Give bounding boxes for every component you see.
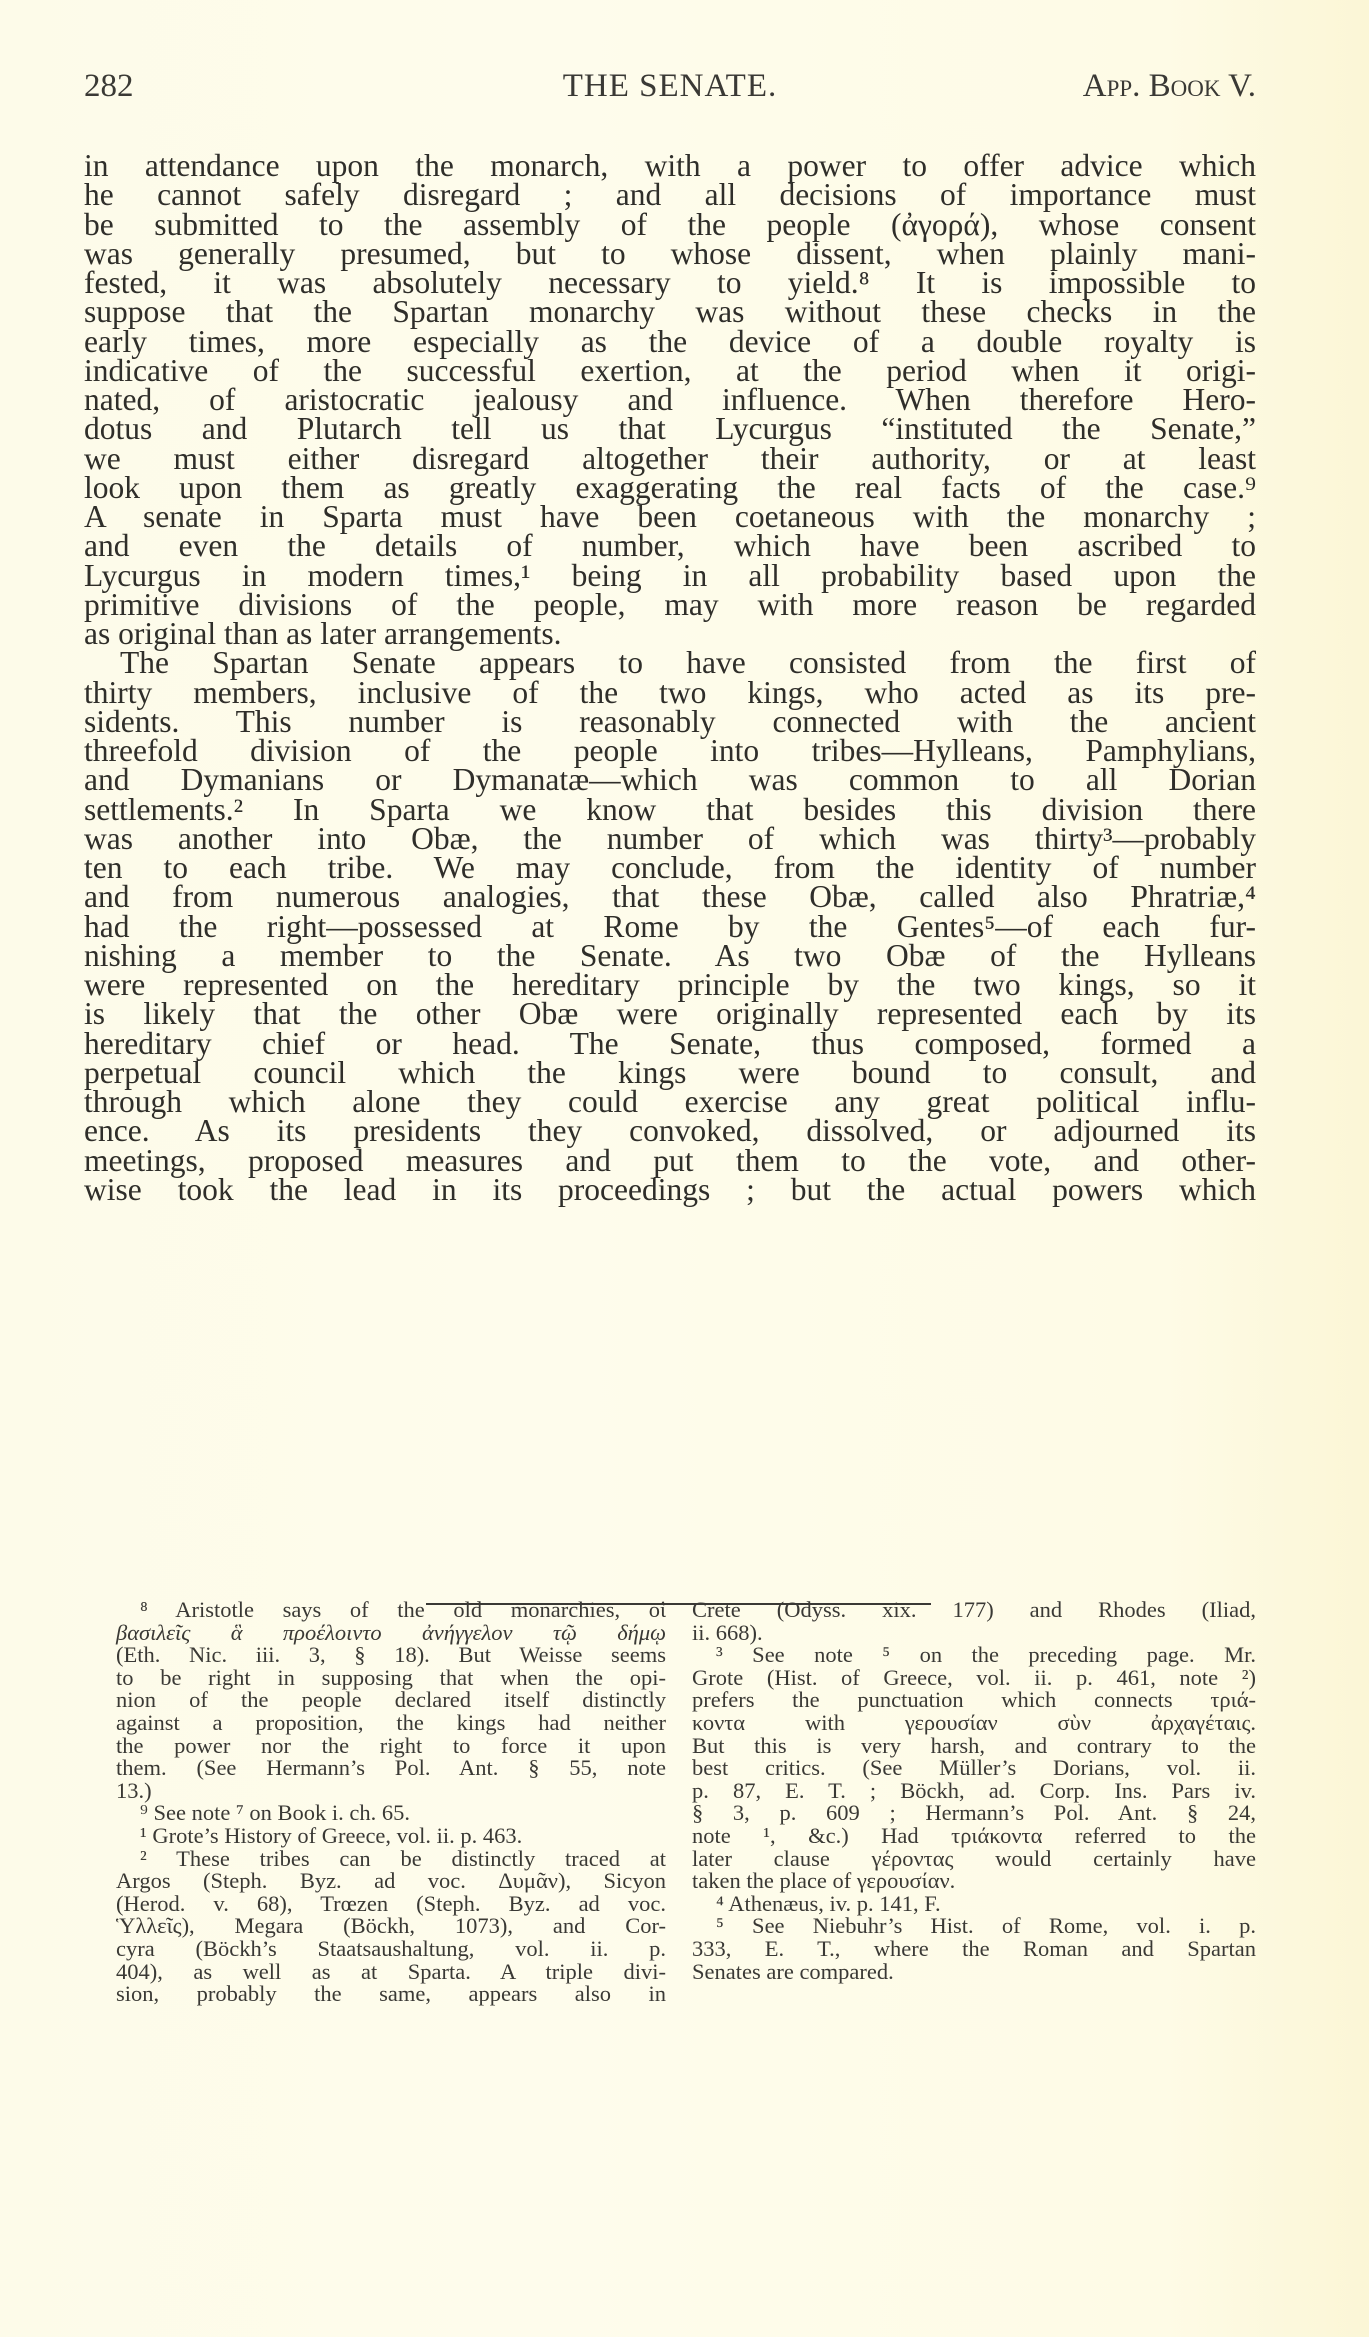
- footnotes-right-column: [692, 1599, 1256, 1983]
- footnote-line: 13.): [116, 1777, 152, 1803]
- text-line: settlements.² In Sparta we know that besides this division there: [84, 791, 1256, 827]
- text-line: early times, more especially as the device of a double royalty is: [84, 323, 1256, 359]
- text-line: look upon them as greatly exaggerating the real facts of the case.⁹: [84, 469, 1256, 505]
- text-line: was another into Obæ, the number of which was thirty³—probably: [84, 820, 1256, 856]
- footnote-line: Ὑλλεῖς), Megara (Böckh, 1073), and Cor-: [116, 1913, 666, 1939]
- footnote-line: Grote (Hist. of Greece, vol. ii. p. 461, note ²): [692, 1664, 1256, 1690]
- text-line: is likely that the other Obæ were originally represented each by its: [84, 996, 1256, 1032]
- running-title: THE SENATE.: [562, 68, 778, 104]
- footnote-line: sion, probably the same, appears also in: [116, 1981, 666, 2007]
- footnote-line: 333, E. T., where the Roman and Spartan: [692, 1935, 1256, 1961]
- footnote-line: Crete (Odyss. xix. 177) and Rhodes (Iliad,: [692, 1597, 1256, 1622]
- footnote-line: ¹ Grote’s History of Greece, vol. ii. p. 463.: [140, 1822, 523, 1848]
- text-line: A senate in Sparta must have been coetaneous with the monarchy ;: [84, 499, 1256, 534]
- footnote-line: later clause γέροντας would certainly have: [692, 1845, 1256, 1871]
- text-line: threefold division of the people into tribes—Hylleans, Pamphylians,: [84, 733, 1256, 768]
- footnote-line: taken the place of γερουσίαν.: [692, 1868, 956, 1894]
- text-line: and from numerous analogies, that these Obæ, called also Phratriæ,⁴: [84, 879, 1256, 915]
- text-line: dotus and Plutarch tell us that Lycurgus “instituted the Senate,”: [84, 411, 1256, 447]
- text-line: and even the details of number, which have been ascribed to: [84, 528, 1256, 564]
- text-line: sidents. This number is reasonably connected with the ancient: [84, 703, 1256, 739]
- footnote-line: ⁴ Athenæus, iv. p. 141, F.: [716, 1890, 941, 1916]
- footnote-line: ⁸ Aristotle says of the old monarchies, οἱ: [140, 1597, 666, 1622]
- footnote-line: the power nor the right to force it upon: [116, 1732, 666, 1758]
- text-line: be submitted to the assembly of the people (ἀγορά), whose consent: [84, 206, 1256, 242]
- text-line: he cannot safely disregard ; and all decisions of importance must: [84, 177, 1256, 213]
- text-line: thirty members, inclusive of the two kings, who acted as its pre-: [84, 674, 1256, 710]
- text-line: had the right—possessed at Rome by the Gentes⁵—of each fur-: [84, 908, 1256, 944]
- text-line: ence. As its presidents they convoked, dissolved, or adjourned its: [84, 1113, 1256, 1149]
- footnote-line: Senates are compared.: [692, 1958, 894, 1984]
- text-line: nated, of aristocratic jealousy and influence. When therefore Hero-: [84, 382, 1256, 417]
- running-header: [84, 66, 1256, 106]
- text-line: indicative of the successful exertion, at the period when it origi-: [84, 352, 1256, 388]
- footnote-line: p. 87, E. T. ; Böckh, ad. Corp. Ins. Pars iv.: [692, 1777, 1256, 1803]
- text-line: as original than as later arrangements.: [84, 616, 562, 651]
- footnote-line: best critics. (See Müller’s Dorians, vol. ii.: [692, 1755, 1256, 1781]
- footnote-line: to be right in supposing that when the opi-: [116, 1664, 666, 1690]
- text-line: wise took the lead in its proceedings ; but the actual powers which: [84, 1171, 1256, 1207]
- text-line: we must either disregard altogether their authority, or at least: [84, 440, 1256, 476]
- text-line: meetings, proposed measures and put them to the vote, and other-: [84, 1142, 1256, 1178]
- footnote-line: ³ See note ⁵ on the preceding page. Mr.: [716, 1642, 1256, 1668]
- main-text: [84, 148, 1256, 1207]
- text-line: hereditary chief or head. The Senate, thus composed, formed a: [84, 1025, 1256, 1061]
- footnote-line: cyra (Böckh’s Staatsaushaltung, vol. ii. p.: [116, 1935, 666, 1961]
- footnote-line: them. (See Hermann’s Pol. Ant. § 55, note: [116, 1755, 666, 1781]
- text-line: suppose that the Spartan monarchy was without these checks in the: [84, 294, 1256, 330]
- footnote-line: Argos (Steph. Byz. ad voc. Δυμᾶν), Sicyon: [116, 1868, 666, 1894]
- footnote-line: κοντα with γερουσίαν σὺν ἀρχαγέταις.: [692, 1709, 1256, 1735]
- footnote-line: ⁵ See Niebuhr’s Hist. of Rome, vol. i. p.: [716, 1913, 1256, 1939]
- footnote-line: ii. 668).: [692, 1619, 763, 1645]
- text-line: in attendance upon the monarch, with a power to offer advice which: [84, 148, 1256, 183]
- footnote-line: nion of the people declared itself distinctly: [116, 1687, 666, 1713]
- text-line: fested, it was absolutely necessary to yield.⁸ It is impossible to: [84, 265, 1256, 300]
- section-label: App. Book V.: [1082, 68, 1256, 104]
- text-line: through which alone they could exercise any great political influ-: [84, 1084, 1256, 1119]
- text-line: were represented on the hereditary principle by the two kings, so it: [84, 967, 1256, 1002]
- text-line: ten to each tribe. We may conclude, from the identity of number: [84, 850, 1256, 885]
- footnote-line: against a proposition, the kings had neither: [116, 1709, 666, 1735]
- footnote-line: ² These tribes can be distinctly traced at: [140, 1845, 666, 1871]
- text-line: nishing a member to the Senate. As two Obæ of the Hylleans: [84, 937, 1256, 973]
- text-line: was generally presumed, but to whose dissent, when plainly mani-: [84, 235, 1256, 271]
- text-line: perpetual council which the kings were bound to consult, and: [84, 1054, 1256, 1090]
- footnote-line: (Herod. v. 68), Trœzen (Steph. Byz. ad voc.: [116, 1890, 666, 1916]
- page-number: 282: [84, 68, 134, 104]
- footnote-line: ⁹ See note ⁷ on Book i. ch. 65.: [140, 1800, 411, 1826]
- footnote-line: note ¹, &c.) Had τριάκοντα referred to the: [692, 1822, 1256, 1848]
- footnotes-left-column: [116, 1599, 666, 2006]
- footnote-line: prefers the punctuation which connects τριά-: [692, 1687, 1256, 1713]
- paragraph-start-line: The Spartan Senate appears to have consisted from the first of: [120, 645, 1256, 681]
- text-line: and Dymanians or Dymanatæ—which was common to all Dorian: [84, 762, 1256, 798]
- text-line: primitive divisions of the people, may with more reason be regarded: [84, 586, 1256, 622]
- footnote-line: (Eth. Nic. iii. 3, § 18). But Weisse seems: [116, 1642, 666, 1668]
- footnote-line: βασιλεῖς ἃ προέλοιντο ἀνήγγελον τῷ δήμῳ: [116, 1619, 666, 1645]
- text-line: Lycurgus in modern times,¹ being in all probability based upon the: [84, 557, 1256, 593]
- footnote-line: 404), as well as at Sparta. A triple divi-: [116, 1958, 666, 1984]
- footnote-line: § 3, p. 609 ; Hermann’s Pol. Ant. § 24,: [692, 1800, 1256, 1826]
- footnote-line: But this is very harsh, and contrary to the: [692, 1732, 1256, 1758]
